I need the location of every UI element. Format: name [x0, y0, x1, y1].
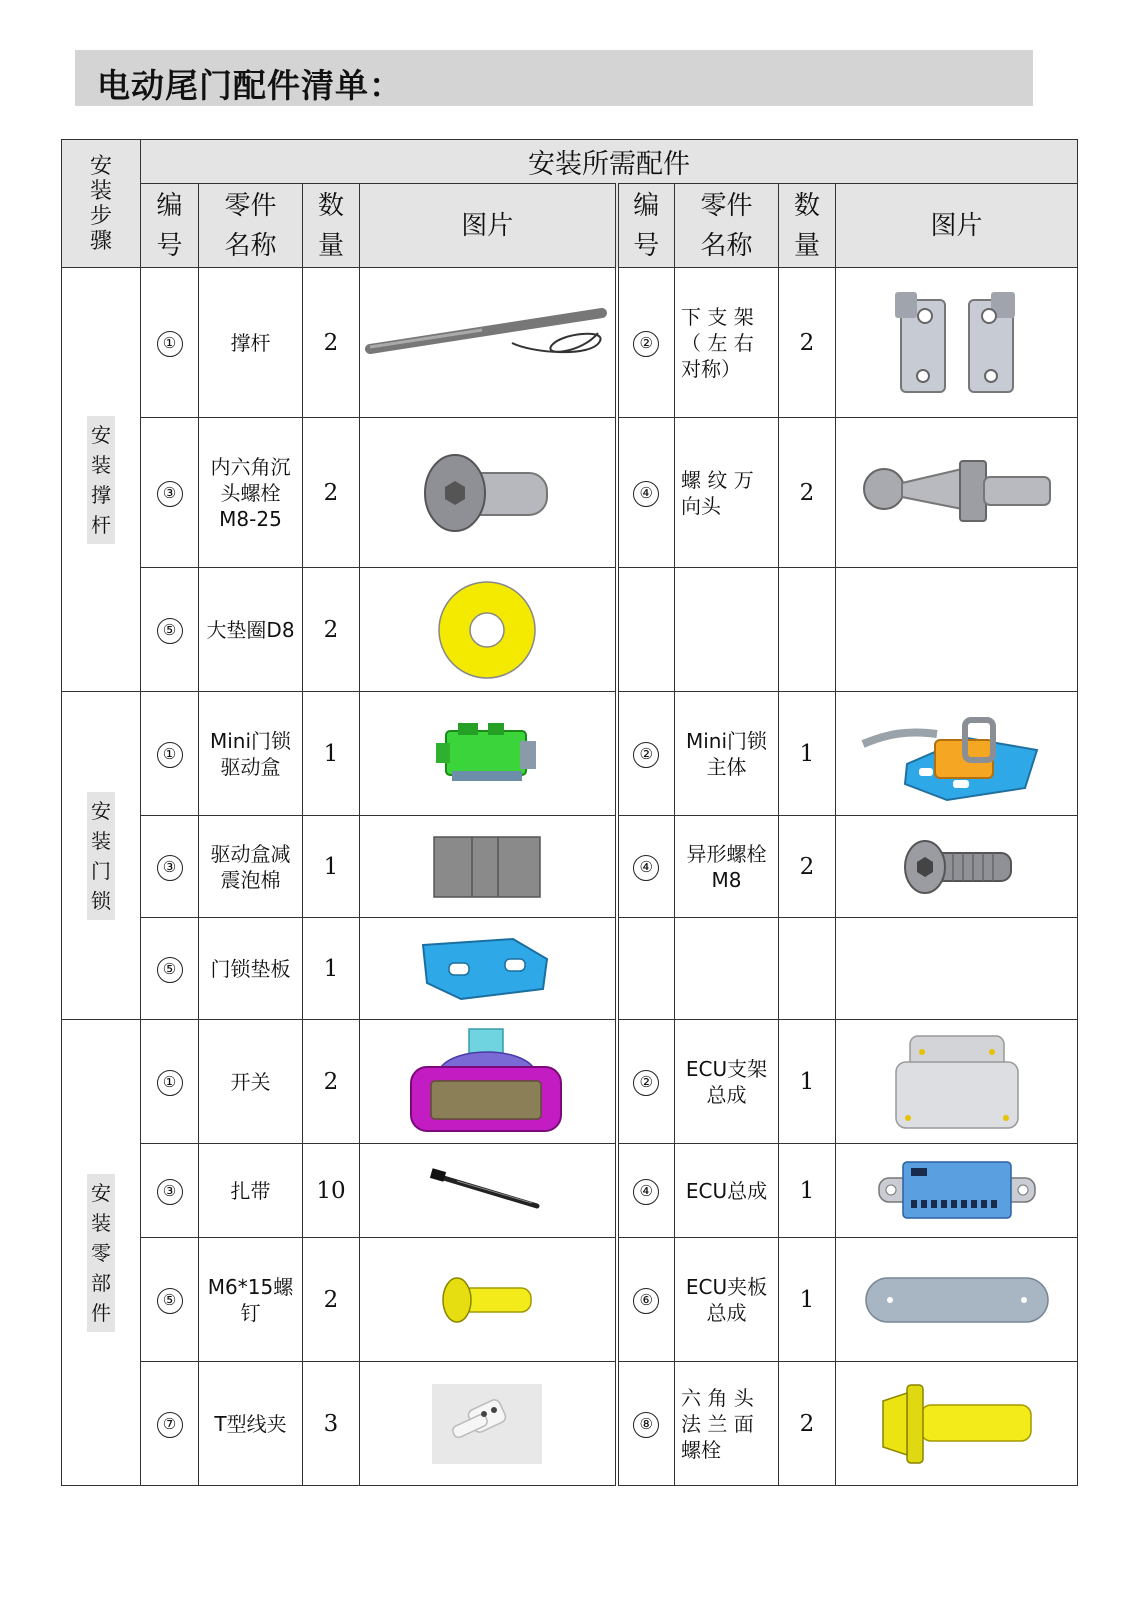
flange-bolt-icon — [877, 1379, 1037, 1469]
table-row — [62, 1362, 1078, 1486]
item-number: ② — [617, 268, 675, 418]
item-number: ② — [617, 692, 675, 816]
page-title: 电动尾门配件清单： — [97, 66, 403, 105]
part-qty: 1 — [779, 692, 836, 816]
part-picture — [360, 1144, 617, 1238]
step-label: 安装零部件 — [87, 1174, 115, 1332]
col-qty-header: 数 量 — [303, 184, 360, 268]
empty-cell — [675, 918, 779, 1020]
step-label: 安装门锁 — [87, 792, 115, 920]
countersunk-bolt-icon — [417, 443, 557, 543]
empty-cell — [779, 568, 836, 692]
empty-cell — [675, 568, 779, 692]
table-row — [62, 1020, 1078, 1144]
item-number: ③ — [141, 1144, 199, 1238]
part-qty: 1 — [779, 1144, 836, 1238]
item-number: ⑤ — [141, 1238, 199, 1362]
part-name: M6*15螺钉 — [199, 1238, 303, 1362]
part-name: ECU夹板总成 — [675, 1238, 779, 1362]
part-qty: 2 — [303, 268, 360, 418]
item-number: ⑤ — [141, 568, 199, 692]
part-picture — [360, 418, 617, 568]
part-qty: 1 — [779, 1020, 836, 1144]
foam-pad-icon — [432, 835, 542, 899]
hex-socket-bolt-icon — [897, 835, 1017, 899]
lock-actuator-icon — [432, 719, 542, 789]
empty-cell — [836, 918, 1078, 1020]
item-number: ① — [141, 268, 199, 418]
table-row — [62, 816, 1078, 918]
part-qty: 2 — [779, 816, 836, 918]
part-name: ECU支架总成 — [675, 1020, 779, 1144]
col-name-header-right: 零件 名称 — [675, 184, 779, 268]
table-row — [62, 918, 1078, 1020]
ball-stud-icon — [852, 453, 1062, 533]
part-qty: 2 — [779, 268, 836, 418]
part-picture — [360, 1238, 617, 1362]
part-picture — [836, 816, 1078, 918]
part-name: 撑杆 — [199, 268, 303, 418]
part-name: T型线夹 — [199, 1362, 303, 1486]
item-number: ④ — [617, 1144, 675, 1238]
part-qty: 1 — [303, 918, 360, 1020]
ecu-bracket-icon — [892, 1032, 1022, 1132]
part-picture — [360, 568, 617, 692]
col-no-header: 编 号 — [141, 184, 199, 268]
step-column-label: 安装步骤 — [89, 153, 112, 254]
part-name: 开关 — [199, 1020, 303, 1144]
part-picture — [360, 816, 617, 918]
item-number: ① — [141, 1020, 199, 1144]
col-pic-header: 图片 — [360, 184, 617, 268]
part-picture — [836, 1144, 1078, 1238]
lower-bracket-icon — [887, 288, 1027, 398]
part-name: Mini门锁主体 — [675, 692, 779, 816]
part-picture — [360, 1362, 617, 1486]
step-cell — [62, 268, 141, 692]
step-cell — [62, 1020, 141, 1486]
part-name: 内六角沉头螺栓M8-25 — [199, 418, 303, 568]
table-row — [62, 1238, 1078, 1362]
part-qty: 2 — [303, 1020, 360, 1144]
parts-table — [61, 139, 1078, 1486]
item-number: ③ — [141, 816, 199, 918]
part-name: 下 支 架 （ 左 右 对称） — [675, 268, 779, 418]
part-name: Mini门锁驱动盒 — [199, 692, 303, 816]
t-clip-icon — [432, 1384, 542, 1464]
part-picture — [836, 1020, 1078, 1144]
empty-cell — [617, 918, 675, 1020]
part-name: 螺 纹 万 向头 — [675, 418, 779, 568]
part-picture — [836, 268, 1078, 418]
item-number: ⑧ — [617, 1362, 675, 1486]
part-qty: 2 — [779, 418, 836, 568]
empty-cell — [617, 568, 675, 692]
washer-icon — [432, 577, 542, 683]
empty-cell — [836, 568, 1078, 692]
col-name-header: 零件 名称 — [199, 184, 303, 268]
cable-tie-icon — [427, 1166, 547, 1216]
screw-icon — [437, 1270, 537, 1330]
item-number: ⑦ — [141, 1362, 199, 1486]
part-picture — [836, 418, 1078, 568]
part-qty: 2 — [303, 568, 360, 692]
part-qty: 1 — [779, 1238, 836, 1362]
part-picture — [836, 692, 1078, 816]
part-name: 大垫圈D8 — [199, 568, 303, 692]
table-row — [62, 1144, 1078, 1238]
item-number: ① — [141, 692, 199, 816]
part-name: ECU总成 — [675, 1144, 779, 1238]
group-header: 安装所需配件 — [141, 140, 1078, 184]
col-qty-header-right: 数 量 — [779, 184, 836, 268]
part-qty: 10 — [303, 1144, 360, 1238]
col-no-header-right: 编 号 — [617, 184, 675, 268]
col-pic-header-right: 图片 — [836, 184, 1078, 268]
part-qty: 2 — [303, 418, 360, 568]
part-picture — [360, 268, 617, 418]
item-number: ④ — [617, 816, 675, 918]
title-bar — [75, 50, 1033, 106]
table-row — [62, 692, 1078, 816]
item-number: ③ — [141, 418, 199, 568]
part-name: 驱动盒减震泡棉 — [199, 816, 303, 918]
table-row — [62, 568, 1078, 692]
item-number: ⑥ — [617, 1238, 675, 1362]
part-name: 六 角 头 法 兰 面 螺栓 — [675, 1362, 779, 1486]
step-cell — [62, 692, 141, 1020]
part-picture — [836, 1238, 1078, 1362]
empty-cell — [779, 918, 836, 1020]
part-qty: 3 — [303, 1362, 360, 1486]
part-name: 扎带 — [199, 1144, 303, 1238]
part-name: 异形螺栓M8 — [675, 816, 779, 918]
table-row — [62, 418, 1078, 568]
table-row — [62, 268, 1078, 418]
item-number: ④ — [617, 418, 675, 568]
ecu-clamp-plate-icon — [862, 1272, 1052, 1328]
lock-plate-icon — [417, 933, 557, 1005]
lock-body-icon — [857, 704, 1057, 804]
part-name: 门锁垫板 — [199, 918, 303, 1020]
part-qty: 1 — [303, 692, 360, 816]
item-number: ② — [617, 1020, 675, 1144]
strut-icon — [362, 303, 612, 383]
part-picture — [360, 918, 617, 1020]
switch-icon — [407, 1027, 567, 1137]
part-picture — [836, 1362, 1078, 1486]
ecu-unit-icon — [877, 1156, 1037, 1226]
step-column-header — [62, 140, 141, 268]
item-number: ⑤ — [141, 918, 199, 1020]
part-qty: 2 — [303, 1238, 360, 1362]
step-label: 安装撑杆 — [87, 416, 115, 544]
part-qty: 1 — [303, 816, 360, 918]
part-picture — [360, 1020, 617, 1144]
part-picture — [360, 692, 617, 816]
part-qty: 2 — [779, 1362, 836, 1486]
